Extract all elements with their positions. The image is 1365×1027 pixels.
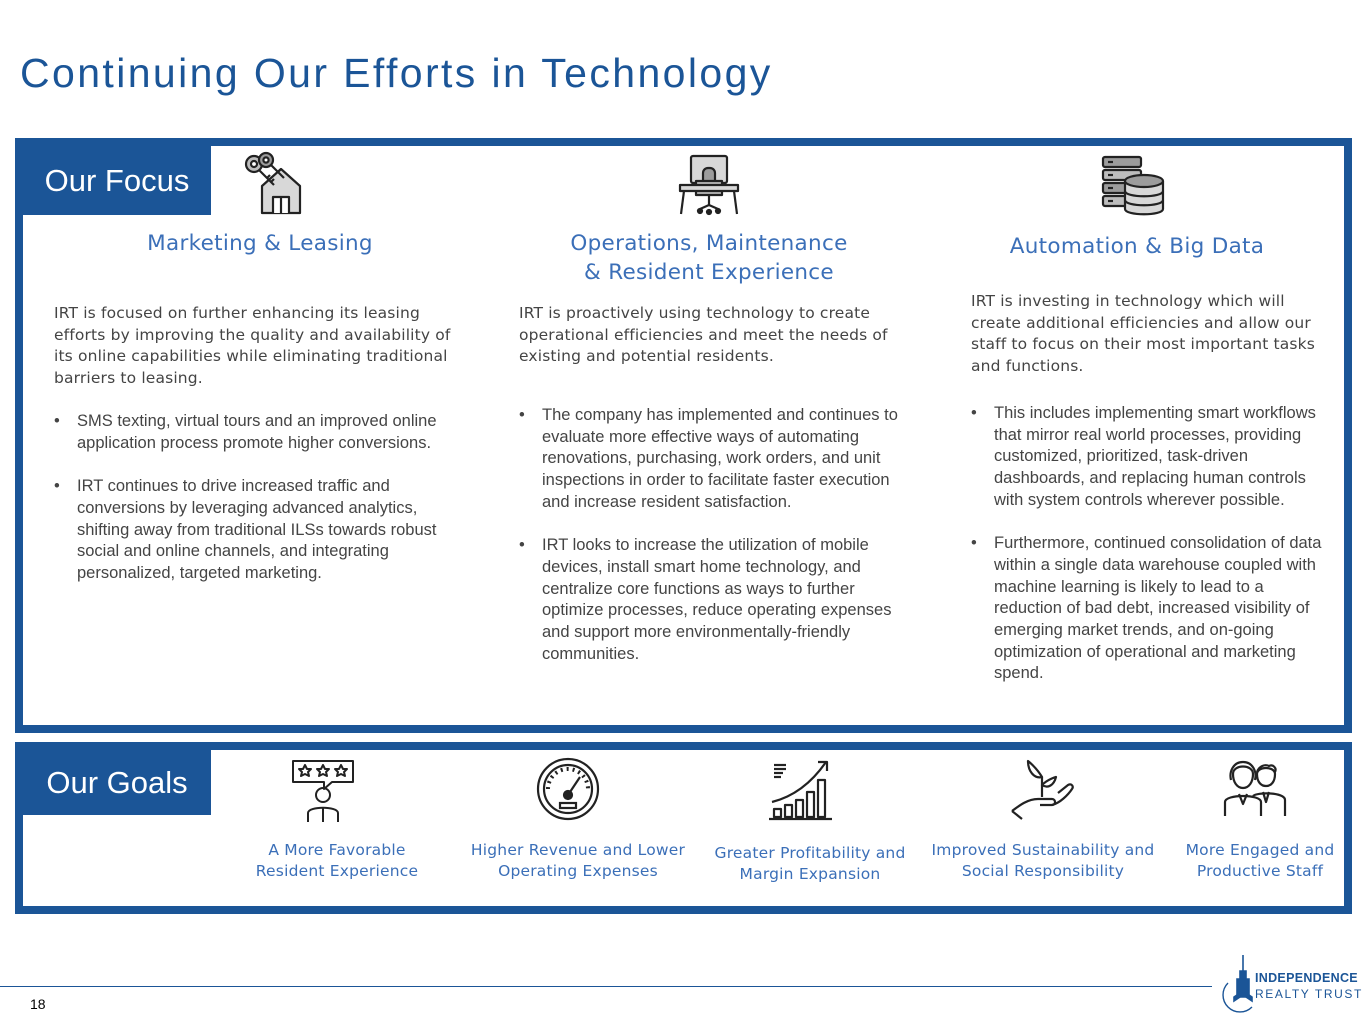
footer-divider <box>0 986 1212 987</box>
column-heading-operations <box>530 229 888 287</box>
list-item: • The company has implemented and continues to evaluate more effective ways of automating renovations, purchasing, work orders, and unit inspections in order to facilitate faster execution and increase resident satisfaction. <box>519 405 911 514</box>
bullet-list-marketing <box>54 411 459 606</box>
focus-tag: Our Focus <box>23 146 211 215</box>
column-heading-line: Operations, Maintenance <box>570 231 848 256</box>
goal-label-revenue <box>460 840 696 882</box>
goal-label-line: Operating Expenses <box>498 862 658 880</box>
logo-text-line2: REALTY TRUST <box>1255 987 1363 1001</box>
goal-label-line: Higher Revenue and Lower <box>470 841 686 859</box>
list-item: • SMS texting, virtual tours and an improved online application process promote higher conversions. <box>54 411 459 454</box>
list-item: • IRT continues to drive increased traffic and conversions by leveraging advanced analytics, shifting away from traditional ILSs towards robust social and online channels, and integrating personalized, targeted marketing. <box>54 476 459 585</box>
goal-label-line: Margin Expansion <box>739 865 881 883</box>
column-intro-automation: IRT is investing in technology which will create additional efficiencies and allow our staff to focus on their most important tasks and functions. <box>971 292 1316 376</box>
column-intro-marketing: IRT is focused on further enhancing its leasing efforts by improving the quality and availability of its online capabilities while eliminating traditional barriers to leasing. <box>54 304 451 388</box>
list-item: • Furthermore, continued consolidation of data within a single data warehouse coupled with machine learning is likely to lead to a reduction of bad debt, increased visibility of emerging market trends, and on-going optimization of operational and marketing spend. <box>971 533 1331 685</box>
column-heading-marketing: Marketing & Leasing <box>147 231 373 256</box>
goal-label-line: Greater Profitability and <box>714 844 906 862</box>
goals-tag: Our Goals <box>23 750 211 815</box>
goal-label-line: More Engaged and <box>1185 841 1335 859</box>
list-item: • IRT looks to increase the utilization of mobile devices, install smart home technology, and centralize core functions as ways to further optimize processes, reduce operating expenses and support more environmentally-friendly communities. <box>519 535 911 665</box>
keys-house-icon <box>240 150 306 216</box>
page-title: Continuing Our Efforts in Technology <box>20 50 773 96</box>
desk-computer-icon <box>678 153 740 217</box>
bullet-list-operations <box>519 405 911 687</box>
goal-label-sustainability <box>922 840 1164 882</box>
plant-hand-icon <box>1010 757 1076 821</box>
goal-label-staff <box>1172 840 1348 882</box>
column-intro-operations: IRT is proactively using technology to create operational efficiencies and meet the needs of existing and potential residents. <box>519 304 888 366</box>
goal-label-line: A More Favorable <box>268 841 406 859</box>
list-item: • This includes implementing smart workflows that mirror real world processes, providing customized, prioritized, task-driven dashboards, and replacing human controls with system controls wherever possible. <box>971 403 1331 512</box>
speedometer-icon <box>536 757 600 821</box>
column-heading-automation: Automation & Big Data <box>1009 234 1265 259</box>
goal-label-profitability <box>700 843 920 885</box>
bullet-list-automation <box>971 403 1331 707</box>
growth-chart-icon <box>768 756 834 822</box>
staff-people-icon <box>1223 760 1287 818</box>
goal-label-line: Social Responsibility <box>961 862 1125 880</box>
goal-label-resident-experience <box>232 840 442 882</box>
independence-logo-icon <box>1222 953 1258 1013</box>
page-number: 18 <box>30 996 46 1012</box>
logo-text-line1: INDEPENDENCE <box>1255 971 1358 985</box>
resident-rating-icon <box>290 758 356 824</box>
server-database-icon <box>1101 155 1165 217</box>
column-heading-line: & Resident Experience <box>584 260 834 285</box>
goal-label-line: Improved Sustainability and <box>931 841 1155 859</box>
goals-panel <box>15 742 1352 914</box>
goal-label-line: Productive Staff <box>1196 862 1324 880</box>
goal-label-line: Resident Experience <box>255 862 419 880</box>
